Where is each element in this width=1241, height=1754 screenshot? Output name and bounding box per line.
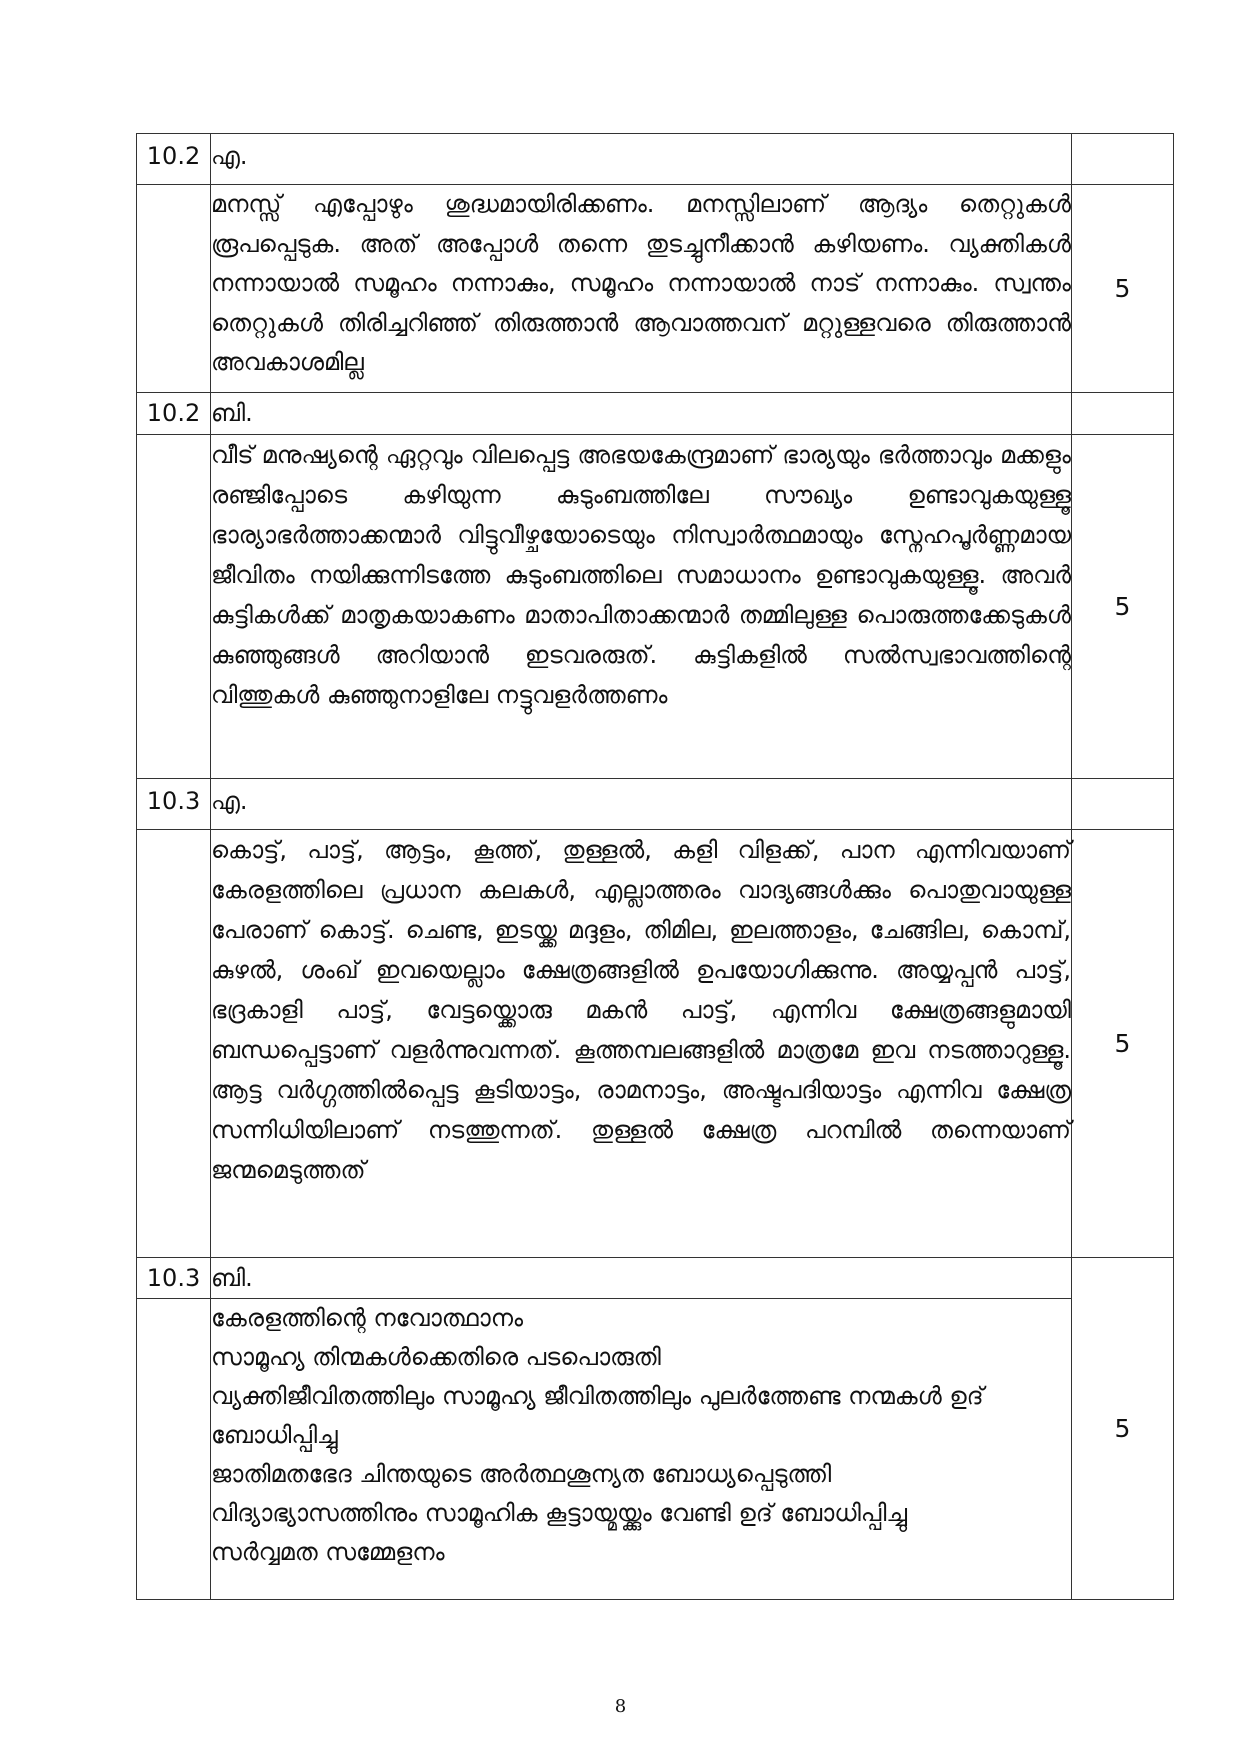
option-label: എ. xyxy=(211,134,1072,185)
list-item: വ്യക്തിജീവിതത്തിലും സാമൂഹ്യ ജീവിതത്തിലും പുലർത്തേണ്ട നന്മകൾ ഉദ് ബോധിപ്പിച്ചു xyxy=(211,1382,984,1449)
table-row xyxy=(137,393,1174,435)
list-item: വിദ്യാഭ്യാസത്തിനും സാമൂഹിക കൂട്ടായ്മയ്ക്കും വേണ്ടി ഉദ് ബോധിപ്പിച്ചു xyxy=(211,1499,908,1527)
table-row xyxy=(137,185,1174,393)
question-number: 10.2 xyxy=(137,393,211,435)
mark-value: 5 xyxy=(1072,1258,1174,1600)
mark-value: 5 xyxy=(1072,830,1174,1258)
list-item: ജാതിമതഭേദ ചിന്തയുടെ അർത്ഥശൂന്യത ബോധ്യപ്പെടുത്തി xyxy=(211,1460,832,1488)
mark-cell xyxy=(1072,779,1174,830)
table-row xyxy=(137,134,1174,185)
list-item: സാമൂഹ്യ തിന്മകൾക്കെതിരെ പടപൊരുതി xyxy=(211,1343,661,1371)
empty-cell xyxy=(137,435,211,779)
option-label: ബി. xyxy=(211,1258,1072,1299)
question-number: 10.3 xyxy=(137,779,211,830)
answer-text: മനസ്സ് എപ്പോഴും ശുദ്ധമായിരിക്കണം. മനസ്സിലാണ് ആദ്യം തെറ്റുകൾ രൂപപ്പെടുക. അത് അപ്പോൾ തന്നെ തുടച്ചുനീക്കാൻ കഴിയണം. വ്യക്തികൾ നന്നായാൽ സമൂഹം നന്നാകും, സമൂഹം നന്നായാൽ നാട് നന്നാകും. സ്വന്തം തെറ്റുകൾ തിരിച്ചറിഞ്ഞ് തിരുത്താൻ ആവാത്തവന് മറ്റുള്ളവരെ തിരുത്താൻ അവകാശമില്ല xyxy=(211,185,1072,393)
answer-text: കൊട്ട്, പാട്ട്, ആട്ടം, കൂത്ത്, തുള്ളൽ, കളി വിളക്ക്, പാന എന്നിവയാണ് കേരളത്തിലെ പ്രധാന കലകൾ, എല്ലാത്തരം വാദ്യങ്ങൾക്കും പൊതുവായുള്ള പേരാണ് കൊട്ട്. ചെണ്ട, ഇടയ്ക്ക മദ്ദളം, തിമില, ഇലത്താളം, ചേങ്ങില, കൊമ്പ്, കുഴൽ, ശംഖ് ഇവയെല്ലാം ക്ഷേത്രങ്ങളിൽ ഉപയോഗിക്കുന്നു. അയ്യപ്പൻ പാട്ട്, ഭദ്രകാളി പാട്ട്, വേട്ടയ്ക്കൊരു മകൻ പാട്ട്, എന്നിവ ക്ഷേത്രങ്ങളുമായി ബന്ധപ്പെട്ടാണ് വളർന്നുവന്നത്. കൂത്തമ്പലങ്ങളിൽ മാത്രമേ ഇവ നടത്താറുള്ളൂ. ആട്ട വർഗ്ഗത്തിൽപ്പെട്ട കൂടിയാട്ടം, രാമനാട്ടം, അഷ്ടപദിയാട്ടം എന്നിവ ക്ഷേത്ര സന്നിധിയിലാണ് നടത്തുന്നത്. തുള്ളൽ ക്ഷേത്ര പറമ്പിൽ തന്നെയാണ് ജന്മമെടുത്തത് xyxy=(211,830,1072,1258)
mark-value: 5 xyxy=(1072,185,1174,393)
table-row xyxy=(137,830,1174,1258)
answer-key-table xyxy=(136,133,1174,1600)
table-row xyxy=(137,779,1174,830)
option-label: എ. xyxy=(211,779,1072,830)
empty-cell xyxy=(137,830,211,1258)
table-row xyxy=(137,435,1174,779)
question-number: 10.3 xyxy=(137,1258,211,1299)
list-item: കേരളത്തിന്റെ നവോത്ഥാനം xyxy=(211,1304,524,1332)
answer-points xyxy=(211,1299,1072,1600)
empty-cell xyxy=(137,185,211,393)
page-number: 8 xyxy=(614,1696,627,1717)
mark-value: 5 xyxy=(1072,435,1174,779)
mark-cell xyxy=(1072,393,1174,435)
table-row xyxy=(137,1258,1174,1299)
table-row xyxy=(137,1299,1174,1600)
option-label: ബി. xyxy=(211,393,1072,435)
mark-cell xyxy=(1072,134,1174,185)
empty-cell xyxy=(137,1299,211,1600)
answer-text: വീട് മനുഷ്യന്റെ ഏറ്റവും വിലപ്പെട്ട അഭയകേന്ദ്രമാണ് ഭാര്യയും ഭർത്താവും മക്കളും രഞ്ജിപ്പോടെ കഴിയുന്ന കുടുംബത്തിലേ സൗഖ്യം ഉണ്ടാവുകയുള്ളൂ ഭാര്യാഭർത്താക്കന്മാർ വിട്ടുവീഴ്ചയോടെയും നിസ്വാർത്ഥമായും സ്നേഹപൂർണ്ണമായ ജീവിതം നയിക്കുന്നിടത്തേ കുടുംബത്തിലെ സമാധാനം ഉണ്ടാവുകയുള്ളൂ. അവർ കുട്ടികൾക്ക് മാതൃകയാകണം മാതാപിതാക്കന്മാർ തമ്മിലുള്ള പൊരുത്തക്കേടുകൾ കുഞ്ഞുങ്ങൾ അറിയാൻ ഇടവരരുത്. കുട്ടികളിൽ സൽസ്വഭാവത്തിന്റെ വിത്തുകൾ കുഞ്ഞുനാളിലേ നട്ടുവളർത്തണം xyxy=(211,435,1072,779)
question-number: 10.2 xyxy=(137,134,211,185)
list-item: സർവ്വമത സമ്മേളനം xyxy=(211,1538,445,1566)
